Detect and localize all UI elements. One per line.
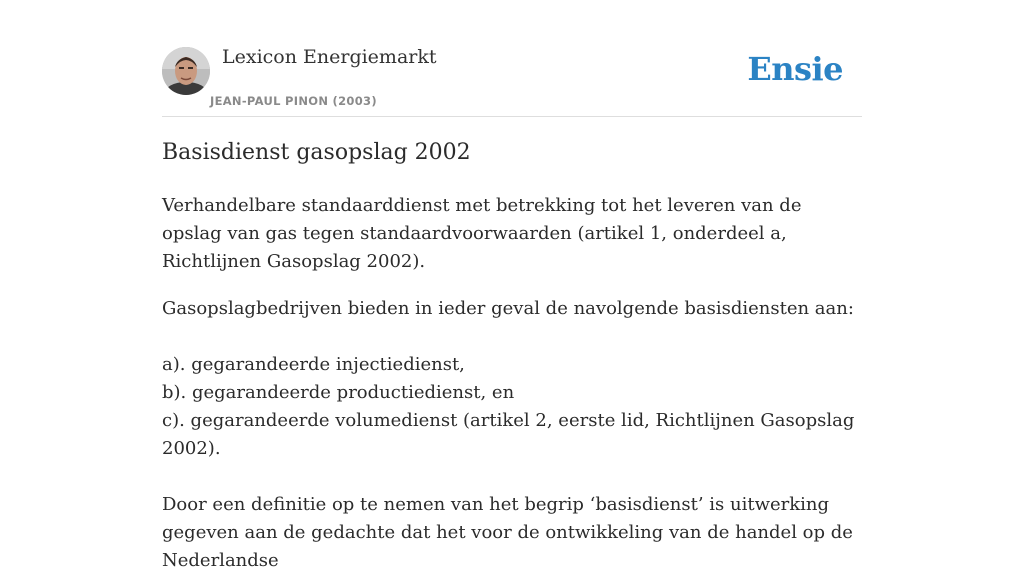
author-portrait-image — [162, 47, 210, 95]
paragraph-spacer — [162, 463, 862, 491]
list-item: b). gegarandeerde productiedienst, en — [162, 382, 515, 403]
book-title[interactable]: Lexicon Energiemarkt — [222, 46, 437, 68]
page-container — [162, 0, 862, 571]
header — [162, 0, 862, 117]
article-title: Basisdienst gasopslag 2002 — [162, 140, 471, 165]
article-paragraph: Gasopslagbedrijven bieden in ieder geval de navolgende basisdiensten aan: — [162, 298, 854, 319]
list-item: c). gegarandeerde volumedienst (artikel 2, eerste lid, Richtlijnen Gasopslag 2002). — [162, 410, 855, 459]
ensie-logo[interactable]: Ensie — [747, 50, 843, 88]
article-body — [162, 192, 862, 575]
paragraph-spacer — [162, 323, 862, 351]
article-paragraph: Verhandelbare standaarddienst met betrekking tot het leveren van de opslag van gas tegen standaardvoorwaarden (artikel 1, onderdeel a, Richtlijnen Gasopslag 2002). — [162, 195, 802, 272]
author-avatar[interactable] — [162, 47, 210, 95]
article-paragraph: Door een definitie op te nemen van het begrip ‘basisdienst’ is uitwerking gegeven aan de gedachte dat het voor de ontwikkeling van de handel op de Nederlandse — [162, 494, 853, 571]
list-item: a). gegarandeerde injectiedienst, — [162, 354, 465, 375]
author-name[interactable]: JEAN-PAUL PINON (2003) — [210, 94, 377, 108]
